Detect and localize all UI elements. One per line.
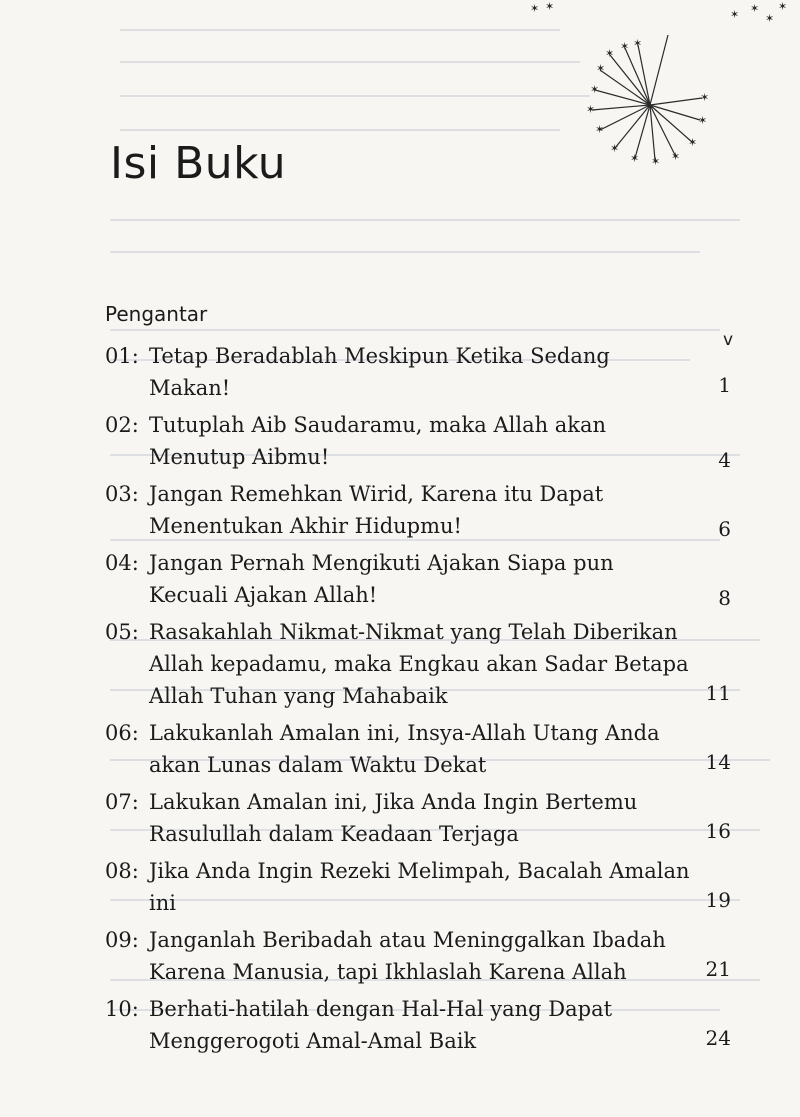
toc-entry[interactable] [105,924,737,988]
table-of-contents [105,298,737,1062]
svg-text:✶: ✶ [596,62,606,75]
svg-text:✶: ✶ [590,83,600,96]
svg-text:✶: ✶ [620,40,630,53]
svg-text:✶: ✶ [530,2,540,15]
svg-text:✶: ✶ [651,155,661,168]
toc-intro-page: v [722,330,733,350]
toc-entry-number: 03: [105,482,139,506]
svg-text:✶: ✶ [778,0,788,13]
toc-entry[interactable] [105,855,737,919]
svg-text:✶: ✶ [633,37,643,50]
toc-entry-number: 07: [105,790,139,814]
toc-entry-title: Janganlah Beribadah atau Meninggalkan Ibadah Karena Manusia, tapi Ikhlaslah Karena Allah [149,928,666,984]
svg-text:✶: ✶ [765,12,775,25]
toc-entry-page: 1 [718,373,731,397]
toc-entry-number: 02: [105,413,139,437]
toc-entry[interactable] [105,340,737,404]
toc-intro[interactable] [105,298,737,350]
page-title: Isi Buku [110,138,287,189]
toc-entry-number: 10: [105,997,139,1021]
toc-entry-title: Berhati-hatilah dengan Hal-Hal yang Dapat Menggerogoti Amal-Amal Baik [149,997,613,1053]
toc-entry-number: 09: [105,928,139,952]
toc-entry[interactable] [105,547,737,611]
toc-entry-title: Tetap Beradablah Meskipun Ketika Sedang Makan! [149,344,610,400]
toc-entry-number: 01: [105,344,139,368]
svg-text:✶: ✶ [671,150,681,163]
toc-entry-page: 21 [705,957,731,981]
toc-entry-title: Jangan Pernah Mengikuti Ajakan Siapa pun Kecuali Ajakan Allah! [149,551,614,607]
toc-entry-page: 19 [705,888,731,912]
toc-entry-page: 11 [705,681,731,705]
toc-entry-number: 04: [105,551,139,575]
toc-entry-title: Rasakahlah Nikmat-Nikmat yang Telah Diberikan Allah kepadamu, maka Engkau akan Sadar Betapa Allah Tuhan yang Mahabaik [149,620,689,708]
toc-entry[interactable] [105,616,737,712]
toc-entry-title: Lakukanlah Amalan ini, Insya-Allah Utang Anda akan Lunas dalam Waktu Dekat [149,721,660,777]
toc-entry-page: 16 [705,819,731,843]
svg-text:✶: ✶ [750,2,760,15]
toc-entry-title: Jangan Remehkan Wirid, Karena itu Dapat Menentukan Akhir Hidupmu! [149,482,604,538]
toc-entry-number: 06: [105,721,139,745]
toc-entry-title: Lakukan Amalan ini, Jika Anda Ingin Bertemu Rasulullah dalam Keadaan Terjaga [149,790,638,846]
toc-entry-number: 08: [105,859,139,883]
svg-text:✶: ✶ [545,0,555,13]
toc-entry-page: 6 [718,517,731,541]
dandelion-icon [520,0,800,175]
svg-text:✶: ✶ [688,136,698,149]
toc-entry[interactable] [105,717,737,781]
svg-text:✶: ✶ [595,123,605,136]
toc-intro-label: Pengantar [105,302,208,326]
toc-entry[interactable] [105,409,737,473]
svg-text:✶: ✶ [730,8,740,21]
svg-text:✶: ✶ [605,47,615,60]
toc-entry-title: Jika Anda Ingin Rezeki Melimpah, Bacalah Amalan ini [149,859,690,915]
svg-text:✶: ✶ [700,91,710,104]
toc-entry-number: 05: [105,620,139,644]
toc-entry-title: Tutuplah Aib Saudaramu, maka Allah akan Menutup Aibmu! [149,413,607,469]
svg-text:✶: ✶ [630,152,640,165]
toc-entry[interactable] [105,993,737,1057]
toc-entry-page: 8 [718,586,731,610]
toc-entry[interactable] [105,786,737,850]
svg-text:✶: ✶ [610,142,620,155]
toc-entry[interactable] [105,478,737,542]
toc-entry-page: 24 [705,1026,731,1050]
toc-entry-page: 4 [718,448,731,472]
svg-text:✶: ✶ [586,103,596,116]
toc-entry-page: 14 [705,750,731,774]
svg-text:✶: ✶ [698,114,708,127]
